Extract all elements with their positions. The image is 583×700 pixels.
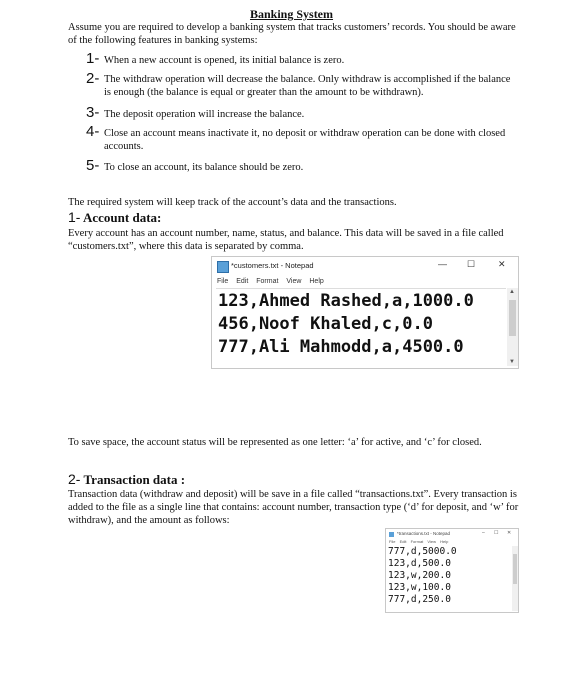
text-area[interactable] [387, 546, 511, 611]
close-button[interactable]: ✕ [507, 530, 512, 536]
menu-edit[interactable]: Edit [236, 278, 249, 285]
file-line: 123,Ahmed Rashed,a,1000.0 [218, 291, 474, 311]
customers-notepad-window [211, 256, 519, 369]
menu-bar [217, 278, 330, 285]
menu-format[interactable]: Format [256, 278, 279, 285]
menu-bar [389, 539, 451, 544]
feature-number: 2- [86, 70, 100, 87]
maximize-button[interactable]: ☐ [467, 259, 476, 269]
menu-file[interactable]: File [389, 539, 396, 544]
feature-text: When a new account is opened, its initial balance is zero. [104, 55, 345, 66]
feature-text: The deposit operation will increase the balance. [104, 109, 305, 120]
file-line: 777,Ali Mahmodd,a,4500.0 [218, 337, 464, 357]
minimize-button[interactable]: – [482, 530, 485, 536]
section-title: Transaction data : [83, 472, 186, 487]
scroll-thumb[interactable] [509, 300, 516, 336]
file-line: 123,d,500.0 [388, 558, 451, 569]
system-intro: The required system will keep track of the account’s data and the transactions. [68, 197, 397, 208]
text-area[interactable] [216, 288, 506, 367]
features-list [0, 0, 583, 180]
menu-file[interactable]: File [217, 278, 229, 285]
feature-number: 3- [86, 104, 100, 121]
vertical-scrollbar[interactable] [507, 288, 518, 366]
status-note: To save space, the account status will be represented as one letter: ‘a’ for active, and ‘c’ for closed. [68, 437, 482, 448]
transactions-notepad-window [385, 528, 519, 613]
account-data-paragraph: Every account has an account number, name, status, and balance. This data will be saved in a file called “customers.txt”, where this data is separated by comma. [68, 228, 504, 252]
file-line: 456,Noof Khaled,c,0.0 [218, 314, 433, 334]
maximize-button[interactable]: ☐ [494, 530, 499, 536]
transaction-data-paragraph: Transaction data (withdraw and deposit) will be save in a file called “transactions.txt”. Every transaction is added to the file as a single line that contains: account number, transaction type (‘d’ for deposit, and ‘w’ for withdraw), and the amount as follows: [68, 489, 519, 526]
section-title: Account data: [83, 210, 162, 225]
intro-paragraph: Assume you are required to develop a banking system that tracks customers’ records. You should be aware of the following features in banking systems: [68, 22, 516, 46]
section-heading-account-data [68, 209, 161, 226]
section-number: 2- [68, 471, 81, 487]
scroll-up-icon[interactable]: ▲ [509, 289, 515, 295]
feature-number: 5- [86, 157, 100, 174]
menu-format[interactable]: Format [410, 539, 424, 544]
menu-view[interactable]: View [286, 278, 302, 285]
menu-help[interactable]: Help [440, 539, 449, 544]
minimize-button[interactable]: — [438, 259, 447, 269]
file-line: 777,d,5000.0 [388, 546, 457, 557]
file-line: 123,w,100.0 [388, 582, 451, 593]
menu-edit[interactable]: Edit [399, 539, 407, 544]
menu-help[interactable]: Help [309, 278, 324, 285]
window-title: *customers.txt - Notepad [231, 261, 314, 270]
window-title: *transactions.txt - Notepad [397, 531, 451, 536]
file-line: 123,w,200.0 [388, 570, 451, 581]
section-heading-transaction-data [68, 471, 185, 488]
feature-number: 4- [86, 123, 100, 140]
scroll-thumb[interactable] [513, 554, 517, 584]
vertical-scrollbar[interactable] [512, 546, 518, 611]
feature-text: The withdraw operation will decrease the balance. Only withdraw is accomplished if the balance is enough (the balance is equal or greater than the amount to be withdrawn). [104, 74, 511, 98]
scroll-down-icon[interactable]: ▼ [509, 359, 515, 365]
menu-view[interactable]: View [427, 539, 437, 544]
title-bar [212, 257, 518, 275]
close-button[interactable]: ✕ [498, 259, 506, 269]
document-title: Banking System [249, 7, 334, 21]
feature-text: To close an account, its balance should be zero. [104, 162, 304, 173]
feature-text: Close an account means inactivate it, no deposit or withdraw operation can be done with closed accounts. [104, 128, 506, 152]
feature-number: 1- [86, 50, 100, 67]
file-line: 777,d,250.0 [388, 594, 451, 605]
notepad-icon [389, 532, 394, 537]
section-number: 1- [68, 209, 81, 225]
title-bar [386, 529, 518, 539]
notepad-icon [217, 261, 229, 273]
